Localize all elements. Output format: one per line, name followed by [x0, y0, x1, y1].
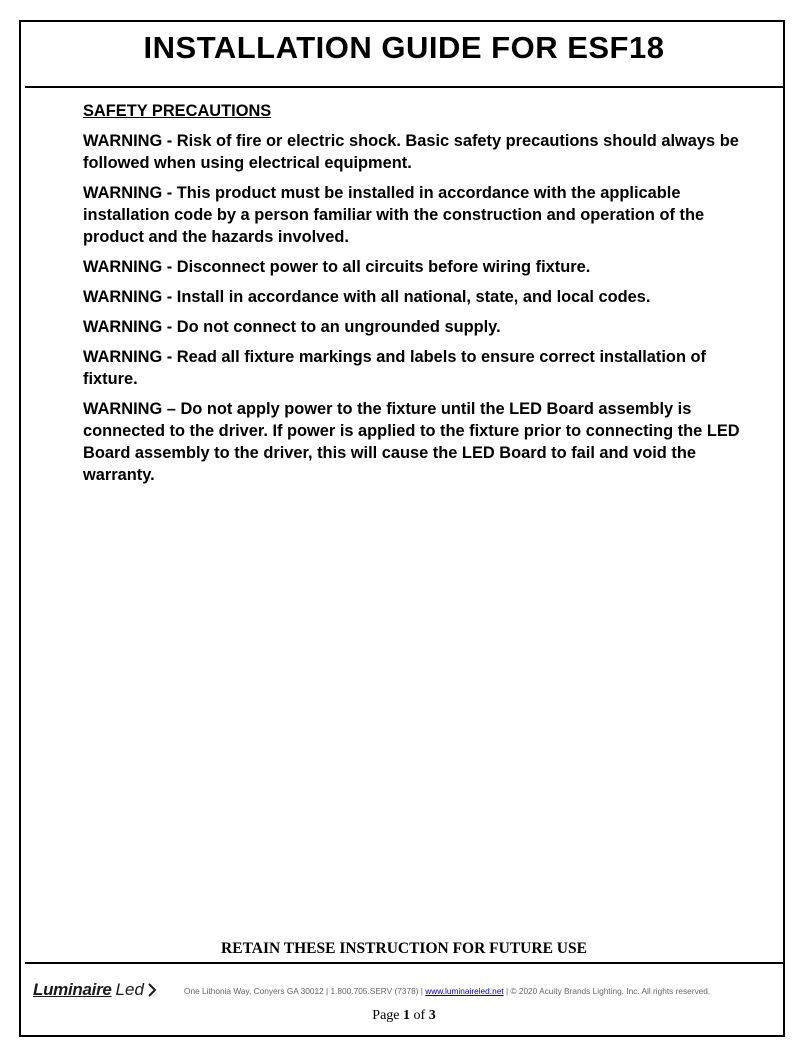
footer-contact	[184, 986, 764, 996]
warning-item: WARNING - This product must be installed in accordance with the applicable installation code by a person familiar with the construction and operation of the product and the hazards involved.	[83, 184, 705, 246]
page-number	[0, 1008, 808, 1024]
warning-item: WARNING - Do not connect to an ungrounded supply.	[83, 318, 501, 336]
luminaire-led-logo	[33, 978, 157, 1002]
page-total: 3	[428, 1008, 436, 1023]
page-mid: of	[410, 1008, 429, 1023]
chevron-right-icon	[147, 983, 157, 997]
section-heading: SAFETY PRECAUTIONS	[83, 102, 272, 120]
warning-item: WARNING - Risk of fire or electric shock. Basic safety precautions should always be followed when using electrical equipment.	[83, 132, 739, 172]
logo-suffix: Led	[115, 980, 144, 999]
title-divider	[25, 86, 784, 88]
warning-item: WARNING - Disconnect power to all circuits before wiring fixture.	[83, 258, 591, 276]
retain-notice: RETAIN THESE INSTRUCTION FOR FUTURE USE	[221, 940, 587, 957]
footer-address: One Lithonia Way, Conyers GA 30012 | 1.800.705.SERV (7378) |	[184, 986, 426, 996]
footer-copyright: | © 2020 Acuity Brands Lighting, Inc. All rights reserved.	[503, 986, 711, 996]
warning-item: WARNING - Install in accordance with all national, state, and local codes.	[83, 288, 651, 306]
page-current: 1	[403, 1008, 411, 1023]
website-link[interactable]: www.luminaireled.net	[425, 986, 504, 996]
safety-section	[83, 100, 758, 494]
footer-divider	[25, 962, 784, 964]
warning-item: WARNING - Read all fixture markings and labels to ensure correct installation of fixture.	[83, 348, 706, 388]
warning-item: WARNING – Do not apply power to the fixture until the LED Board assembly is connected to the driver. If power is applied to the fixture prior to connecting the LED Board assembly to the driver, this will cause the LED Board to fail and void the warranty.	[83, 400, 740, 484]
logo-word: Luminaire	[33, 980, 112, 999]
document-title: INSTALLATION GUIDE FOR ESF18	[143, 30, 665, 65]
page-prefix: Page	[372, 1008, 404, 1023]
